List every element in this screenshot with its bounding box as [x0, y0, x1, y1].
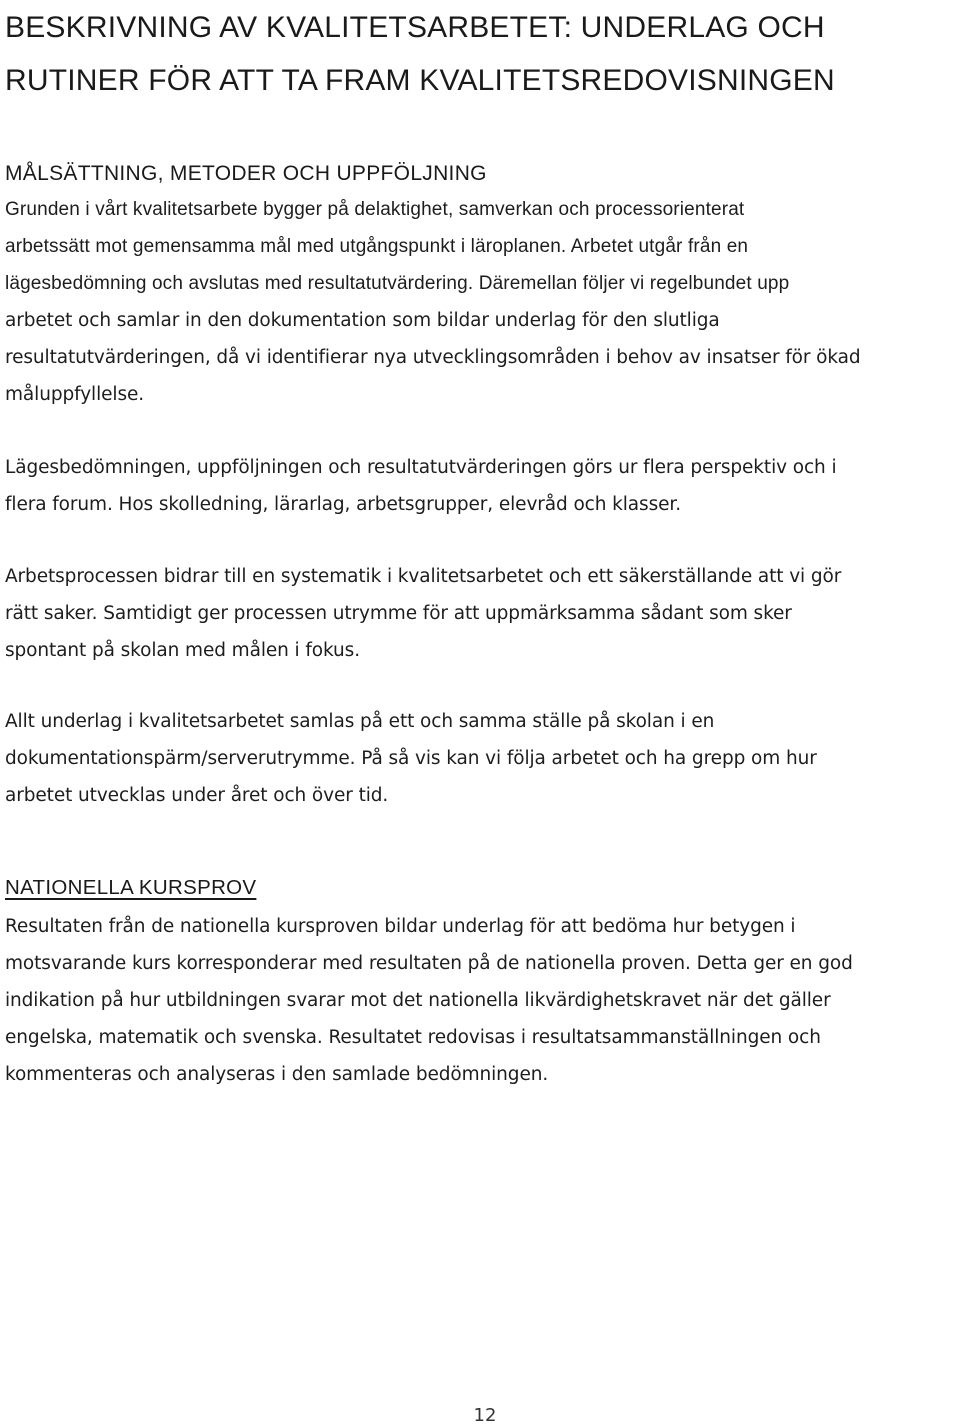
paragraph-line: Lägesbedömningen, uppföljningen och resultatutvärderingen görs ur flera perspektiv och i: [5, 457, 837, 478]
title-line-1: BESKRIVNING AV KVALITETSARBETET: UNDERLAG OCH: [5, 11, 825, 44]
paragraph-line: flera forum. Hos skolledning, lärarlag, arbetsgrupper, elevråd och klasser.: [5, 494, 681, 515]
section-heading-nationella-kursprov: NATIONELLA KURSPROV: [5, 876, 257, 899]
paragraph-line: indikation på hur utbildningen svarar mot det nationella likvärdighetskravet när det gäller: [5, 990, 831, 1011]
paragraph-line: arbetssätt mot gemensamma mål med utgångspunkt i läroplanen. Arbetet utgår från en: [5, 236, 749, 257]
paragraph-line: arbetet utvecklas under året och över tid.: [5, 785, 389, 806]
paragraph-kvalitetsarbete: [5, 191, 861, 413]
paragraph-line: resultatutvärderingen, då vi identifierar nya utvecklingsområden i behov av insatser för ökad: [5, 347, 861, 368]
document-page: [5, 0, 957, 1085]
paragraph-line: Allt underlag i kvalitetsarbetet samlas på ett och samma ställe på skolan i en: [5, 711, 715, 732]
page-number: 12: [473, 1405, 497, 1426]
paragraph-line: Arbetsprocessen bidrar till en systematik i kvalitetsarbetet och ett säkerställande att vi gör: [5, 566, 842, 587]
paragraph-lagesbedomningen: [5, 449, 836, 523]
paragraph-line: måluppfyllelse.: [5, 384, 145, 405]
paragraph-line: kommenteras och analyseras i den samlade bedömningen.: [5, 1064, 549, 1085]
paragraph-line: dokumentationspärm/serverutrymme. På så vis kan vi följa arbetet och ha grepp om hur: [5, 748, 817, 769]
paragraph-arbetsprocessen: [5, 558, 841, 669]
paragraph-line: spontant på skolan med målen i fokus.: [5, 640, 360, 661]
paragraph-line: Grunden i vårt kvalitetsarbete bygger på delaktighet, samverkan och processorienterat: [5, 199, 745, 220]
paragraph-line: Resultaten från de nationella kursproven bildar underlag för att bedöma hur betygen i: [5, 916, 796, 937]
page-title: [5, 0, 957, 107]
paragraph-line: engelska, matematik och svenska. Resultatet redovisas i resultatsammanställningen och: [5, 1027, 821, 1048]
paragraph-line: rätt saker. Samtidigt ger processen utrymme för att uppmärksamma sådant som sker: [5, 603, 792, 624]
paragraph-line: arbetet och samlar in den dokumentation som bildar underlag för den slutliga: [5, 310, 720, 331]
paragraph-underlag: [5, 703, 817, 814]
section-heading-malsattning: MÅLSÄTTNING, METODER OCH UPPFÖLJNING: [5, 162, 487, 185]
paragraph-line: lägesbedömning och avslutas med resultatutvärdering. Däremellan följer vi regelbundet upp: [5, 273, 790, 294]
title-line-2: RUTINER FÖR ATT TA FRAM KVALITETSREDOVISNINGEN: [5, 64, 835, 97]
paragraph-line: motsvarande kurs korresponderar med resultaten på de nationella proven. Detta ger en god: [5, 953, 853, 974]
paragraph-kursprov: [5, 908, 853, 1093]
